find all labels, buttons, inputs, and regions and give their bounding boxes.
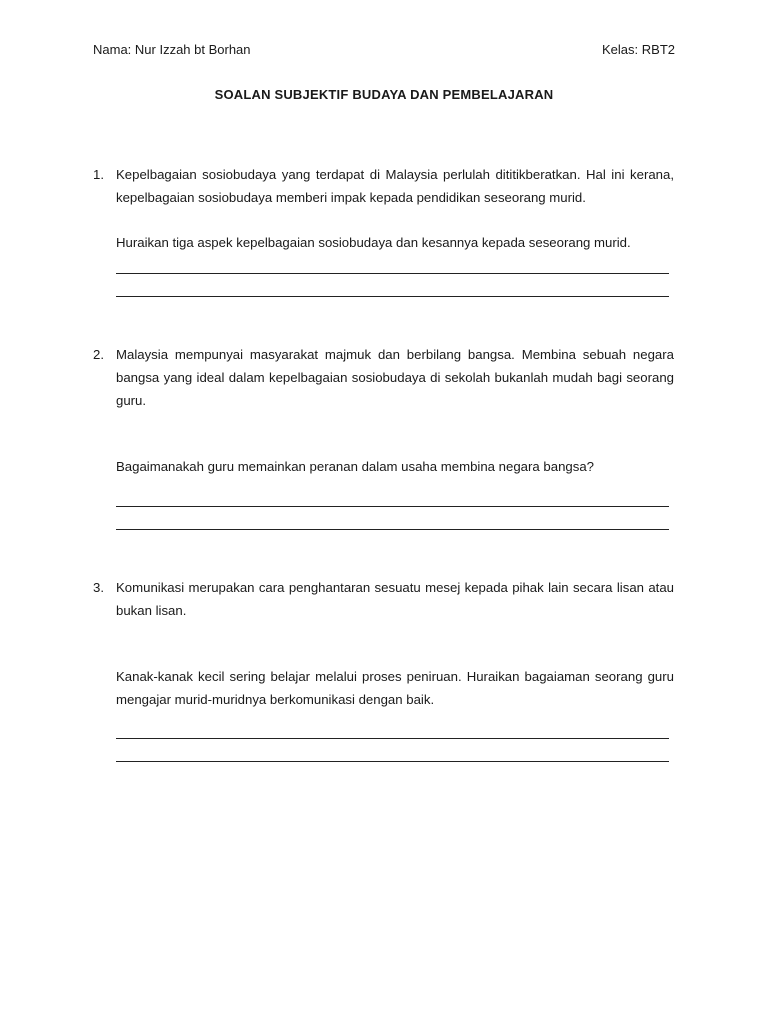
student-class: Kelas: RBT2 — [602, 42, 675, 57]
answer-line[interactable] — [116, 296, 669, 297]
question-statement: Kepelbagaian sosiobudaya yang terdapat di Malaysia perlulah dititikberatkan. Hal ini kerana, kepelbagaian sosiobudaya memberi impak kepada pendidikan seseorang murid. — [116, 167, 674, 205]
question-statement: Malaysia mempunyai masyarakat majmuk dan berbilang bangsa. Membina sebuah negara bangsa yang ideal dalam kepelbagaian sosiobudaya di sekolah bukanlah mudah bagi seorang guru. — [116, 347, 674, 408]
question-statement: Komunikasi merupakan cara penghantaran sesuatu mesej kepada pihak lain secara lisan atau bukan lisan. — [116, 580, 674, 618]
answer-line[interactable] — [116, 273, 669, 274]
answer-line[interactable] — [116, 506, 669, 507]
question-prompt: Bagaimanakah guru memainkan peranan dalam usaha membina negara bangsa? — [116, 459, 594, 474]
student-name: Nama: Nur Izzah bt Borhan — [93, 42, 251, 57]
question-prompt: Kanak-kanak kecil sering belajar melalui proses peniruan. Huraikan bagaiaman seorang guru mengajar murid-muridnya berkomunikasi dengan baik. — [116, 669, 674, 707]
question-number: 3. — [93, 580, 104, 595]
question-number: 2. — [93, 347, 104, 362]
answer-line[interactable] — [116, 529, 669, 530]
question-number: 1. — [93, 167, 104, 182]
answer-line[interactable] — [116, 738, 669, 739]
header — [93, 42, 675, 58]
page-title: SOALAN SUBJEKTIF BUDAYA DAN PEMBELAJARAN — [214, 87, 554, 102]
answer-line[interactable] — [116, 761, 669, 762]
question-prompt: Huraikan tiga aspek kepelbagaian sosiobudaya dan kesannya kepada seseorang murid. — [116, 235, 631, 250]
